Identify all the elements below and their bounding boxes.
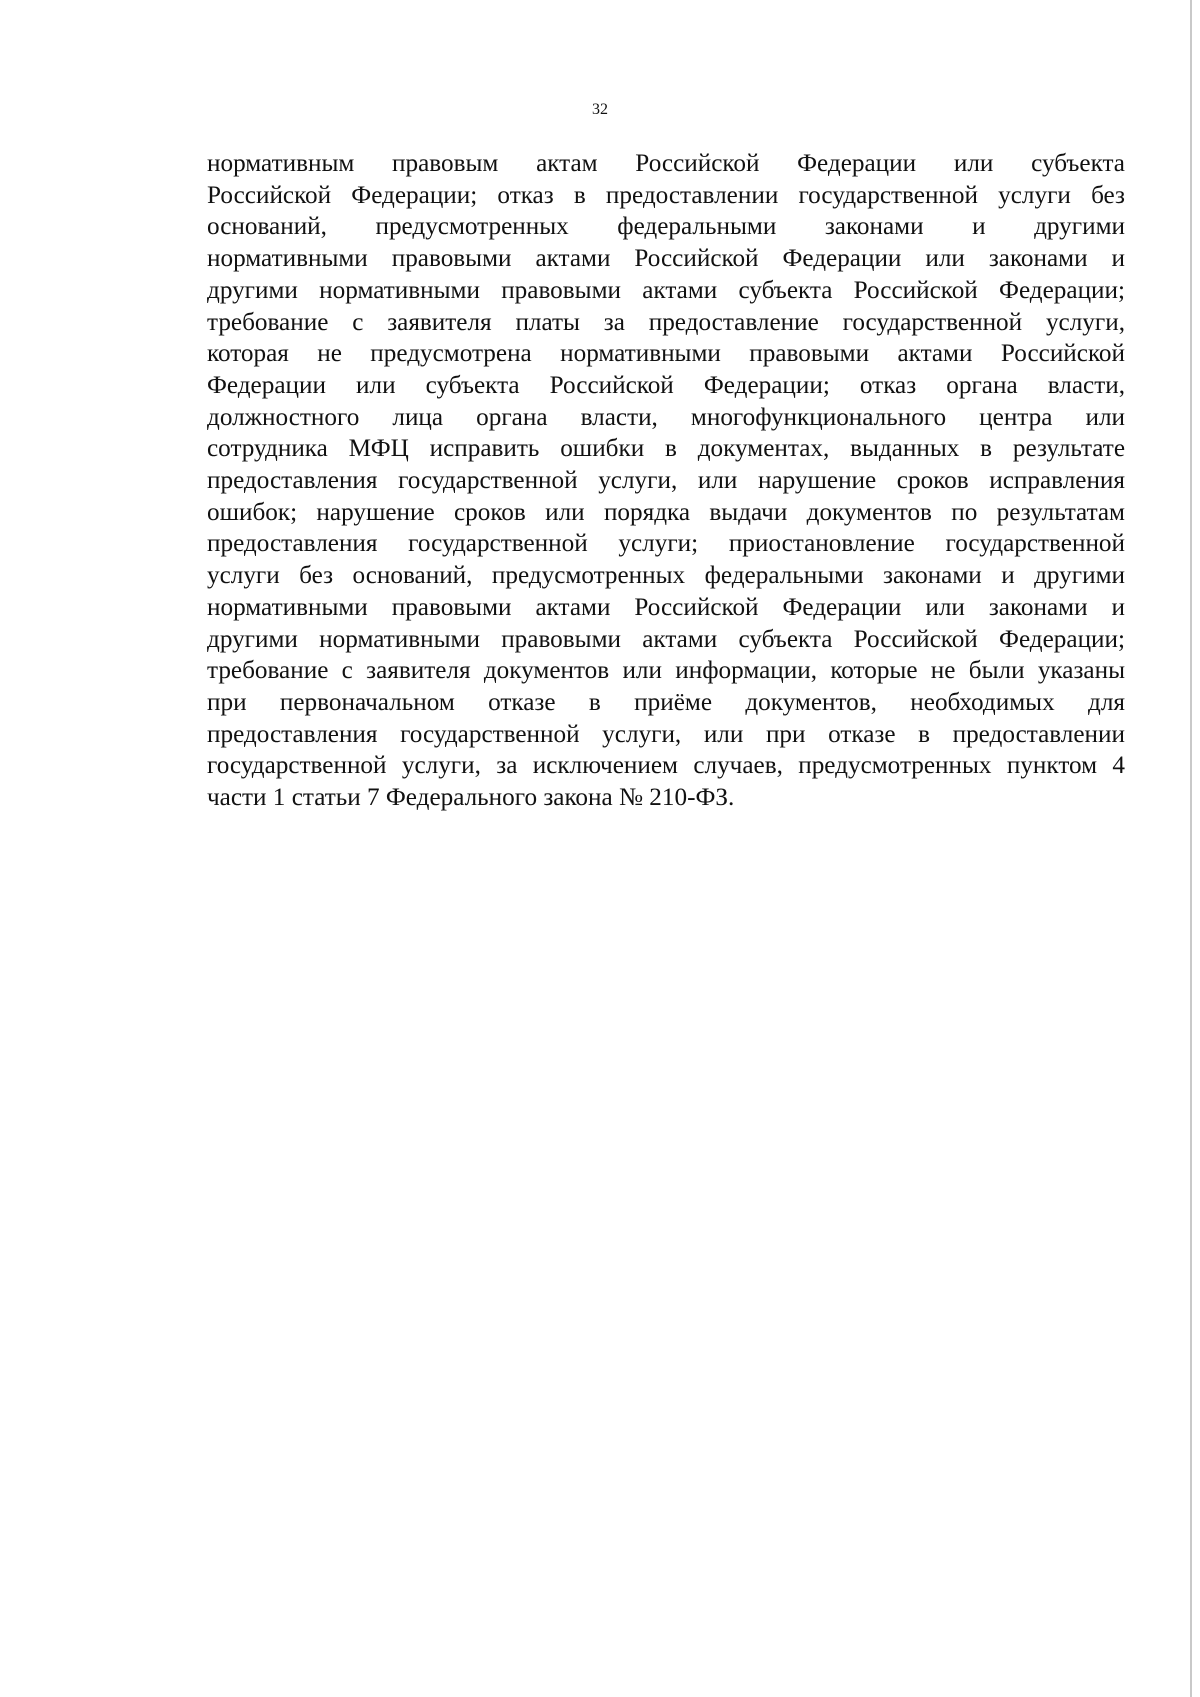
page-number: 32	[592, 101, 608, 118]
text-line: услуги без оснований, предусмотренных федеральными законами и другими	[207, 562, 1125, 590]
text-line: другими нормативными правовыми актами субъекта Российской Федерации;	[207, 276, 1125, 304]
body-paragraph	[207, 148, 1125, 814]
text-line: требование с заявителя документов или информации, которые не были указаны	[207, 657, 1125, 685]
text-line: нормативными правовыми актами Российской Федерации или законами и	[207, 245, 1125, 273]
text-line: которая не предусмотрена нормативными правовыми актами Российской	[207, 340, 1125, 368]
text-line: ошибок; нарушение сроков или порядка выдачи документов по результатам	[207, 498, 1125, 526]
text-line: части 1 статьи 7 Федерального закона № 210-ФЗ.	[207, 784, 735, 812]
text-line: предоставления государственной услуги, или нарушение сроков исправления	[207, 467, 1125, 495]
text-line: сотрудника МФЦ исправить ошибки в документах, выданных в результате	[207, 435, 1125, 463]
text-line: предоставления государственной услуги; приостановление государственной	[207, 530, 1125, 558]
text-line: оснований, предусмотренных федеральными законами и другими	[207, 213, 1125, 241]
text-line: предоставления государственной услуги, или при отказе в предоставлении	[207, 720, 1125, 748]
text-line: Федерации или субъекта Российской Федерации; отказ органа власти,	[207, 371, 1125, 399]
text-line: нормативными правовыми актами Российской Федерации или законами и	[207, 593, 1125, 621]
text-line: Российской Федерации; отказ в предоставлении государственной услуги без	[207, 181, 1125, 209]
text-line: требование с заявителя платы за предоставление государственной услуги,	[207, 308, 1125, 336]
text-line: при первоначальном отказе в приёме документов, необходимых для	[207, 688, 1125, 716]
scan-edge-line	[1190, 0, 1192, 1697]
text-line: нормативным правовым актам Российской Федерации или субъекта	[207, 150, 1125, 177]
text-line: должностного лица органа власти, многофункционального центра или	[207, 403, 1125, 431]
text-line: государственной услуги, за исключением случаев, предусмотренных пунктом 4	[207, 752, 1125, 780]
text-line: другими нормативными правовыми актами субъекта Российской Федерации;	[207, 625, 1125, 653]
